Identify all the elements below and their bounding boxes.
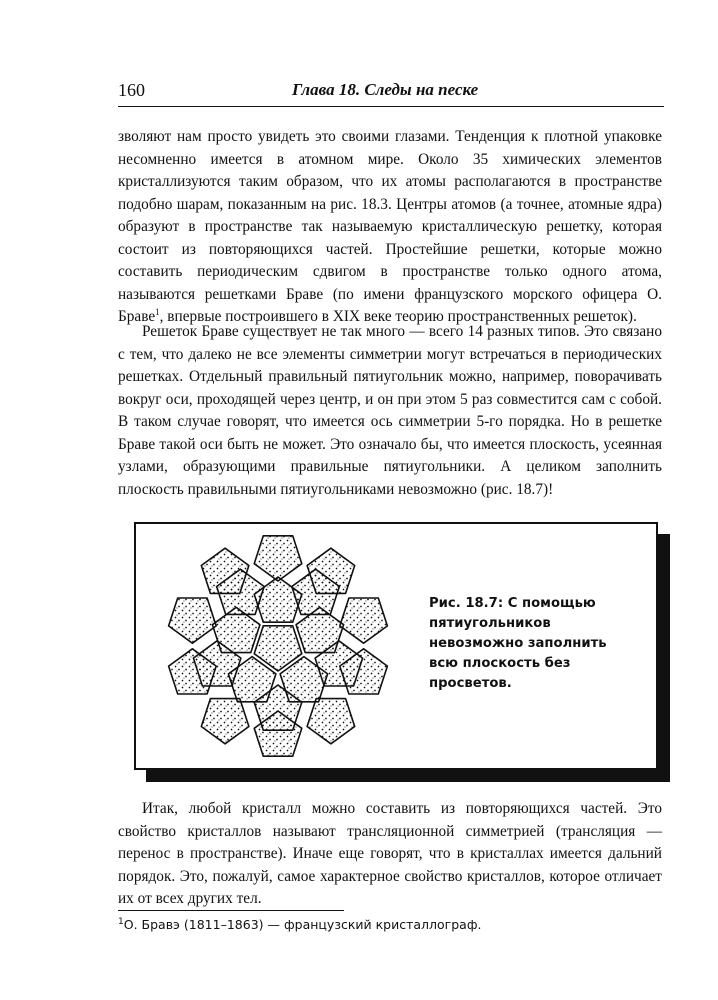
page-number: 160 <box>118 80 145 100</box>
pentagon-ring3 <box>201 699 249 744</box>
paragraph-2-text: Решеток Браве существует не так много — всего 14 разных типов. Это связано с тем, что далеко не все элементы симметрии могут встречаться в периодических решетках. Отдельный правильный пятиугольник можно, например, поворачивать вокруг оси, проходящей через центр, и он при этом 5 раз совместится сам с собой. В таком случае говорят, что имеется ось симметрии 5-го порядка. Но в решетке Браве такой оси быть не может. Это означало бы, что имеется плоскость, усеянная узлами, образующими правильные пятиугольники. А целиком заполнить плоскость правильными пятиугольниками невозможно (рис. 18.7)! <box>118 323 662 498</box>
pentagon-tiling <box>169 536 388 756</box>
pentagon-tiling-illustration <box>146 532 416 760</box>
paragraph-1-text-a: зволяют нам просто увидеть это своими глазами. Тенденция к плотной упаковке несомненно имеется в атомном мире. Около 35 химических элементов кристаллизуются таким образом, что их атомы располагаются в пространстве подобно шарам, показанным на рис. 18.3. Центры атомов (а точнее, атомные ядра) образуют в пространстве так называемую кристаллическую решетку, которая состоит из повторяющихся частей. Простейшие решетки, которые можно составить периодическим сдвигом в пространстве только одного атома, называются решетками Браве (по имени французского морского офицера О. Браве <box>118 128 662 325</box>
header-rule <box>118 106 664 107</box>
pentagon-ring3 <box>307 699 355 744</box>
paragraph-3 <box>118 798 662 911</box>
paragraph-1 <box>118 126 662 329</box>
pentagon-ring3 <box>307 548 355 593</box>
footnote-rule <box>118 910 344 911</box>
pentagon-ring3 <box>169 598 217 643</box>
figure-caption: Рис. 18.7: С помощью пятиугольников невозможно заполнить всю плоскость без просветов. <box>429 596 607 691</box>
chapter-title: Глава 18. Следы на песке <box>292 80 479 99</box>
footnote-ref: 1 <box>155 306 160 317</box>
paragraph-3-text: Итак, любой кристалл можно составить из повторяющихся частей. Это свойство кристаллов называют трансляционной симметрией (трансляция — перенос в пространстве). Иначе еще говорят, что в кристаллах имеется дальний порядок. Это, пожалуй, самое характерное свойство кристаллов, которое отличает их от всех других тел. <box>118 800 662 907</box>
running-header <box>118 80 664 106</box>
paragraph-2 <box>118 321 662 501</box>
pentagon-ring3 <box>340 598 388 643</box>
pentagon-ring3 <box>254 536 302 581</box>
footnote-text: О. Бравэ (1811–1863) — французский кристаллограф. <box>123 917 482 932</box>
footnote-marker: 1 <box>118 916 124 927</box>
figure-18-7 <box>134 522 658 770</box>
paragraph-1-text-b: , впервые построившего в XIX веке теорию пространственных решеток). <box>159 308 637 325</box>
footnote <box>118 917 482 932</box>
pentagon-ring3 <box>201 548 249 593</box>
